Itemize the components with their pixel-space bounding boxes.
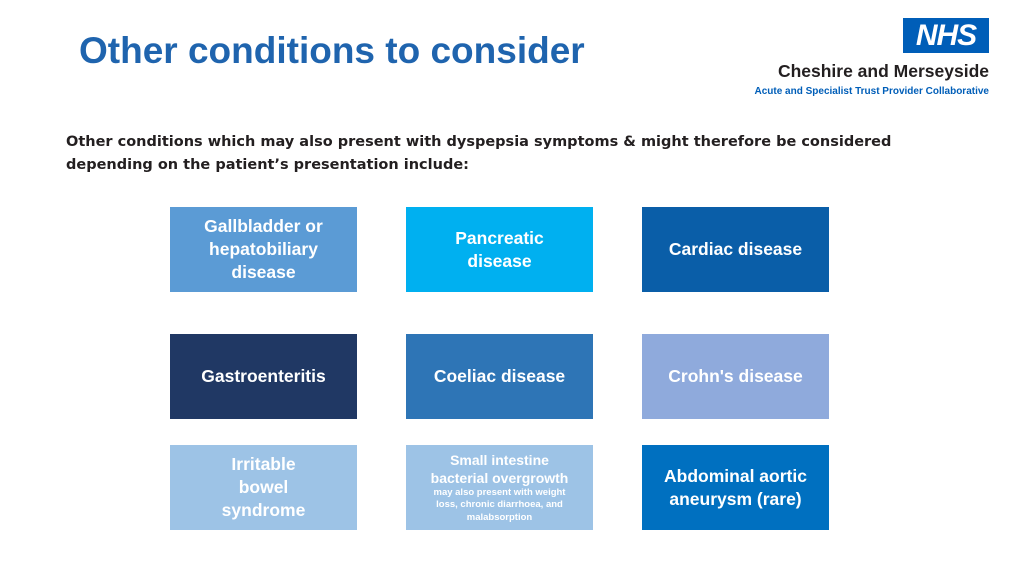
condition-sibo-box (406, 445, 593, 530)
condition-label: Crohn's disease (668, 366, 803, 386)
condition-label: Small intestine bacterial overgrowth (430, 451, 569, 486)
condition-label: Pancreatic disease (455, 227, 544, 271)
condition-cardiac-box (642, 207, 829, 292)
condition-label: Gastroenteritis (201, 366, 326, 386)
condition-gastroenteritis-box (170, 334, 357, 419)
condition-pancreatic-box (406, 207, 593, 292)
nhs-logo (739, 18, 989, 102)
condition-label: Cardiac disease (668, 239, 803, 259)
condition-coeliac-box (406, 334, 593, 419)
organisation-subtitle: Acute and Specialist Trust Provider Collaborative (754, 86, 989, 97)
condition-label: Irritable bowel syndrome (221, 454, 306, 520)
condition-label: Abdominal aortic aneurysm (rare) (664, 465, 807, 509)
condition-crohns-box (642, 334, 829, 419)
page-title: Other conditions to consider (79, 30, 585, 71)
condition-gallbladder-box (170, 207, 357, 292)
nhs-badge-text: NHS (915, 19, 977, 52)
condition-ibs-box (170, 445, 357, 530)
condition-label: Coeliac disease (433, 366, 566, 386)
condition-note: may also present with weight loss, chronic diarrhoea, and malabsorption (433, 486, 566, 523)
condition-aaa-box (642, 445, 829, 530)
intro-text: Other conditions which may also present with dyspepsia symptoms & might therefore be considered depending on the patient’s presentation include: (66, 134, 892, 173)
condition-label: Gallbladder or hepatobiliary disease (204, 216, 323, 282)
organisation-name: Cheshire and Merseyside (777, 61, 989, 81)
